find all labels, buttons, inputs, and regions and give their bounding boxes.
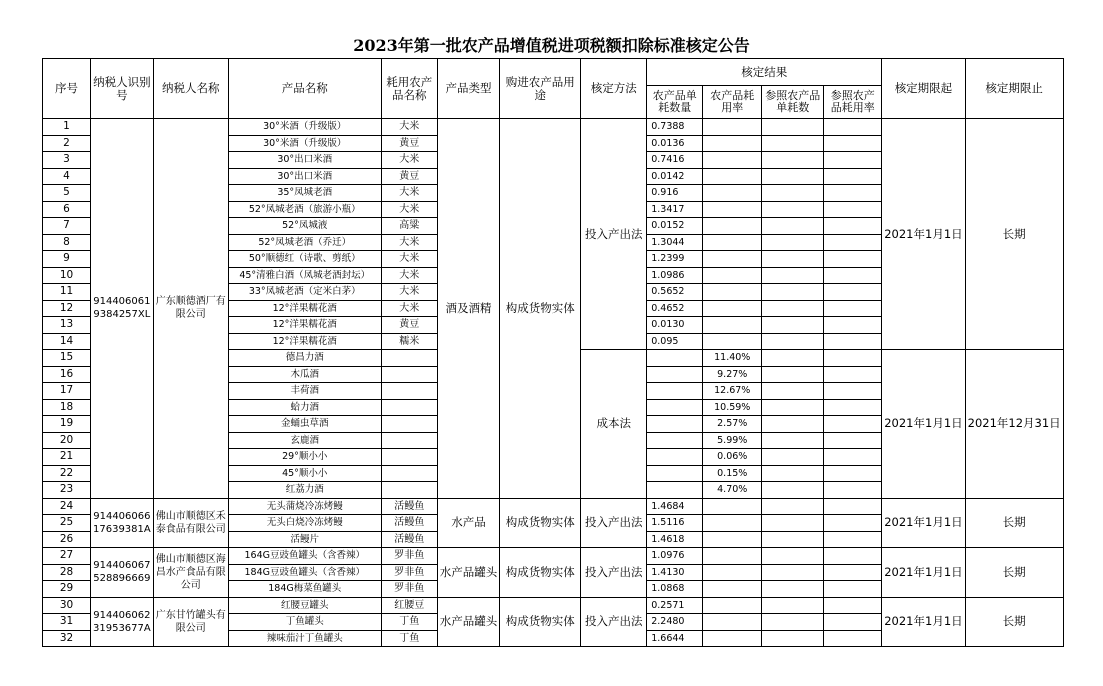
ref-usage-rate bbox=[824, 597, 882, 614]
header-end-date: 核定期限止 bbox=[965, 59, 1063, 119]
row-seq: 19 bbox=[43, 416, 91, 433]
usage-rate bbox=[703, 218, 762, 235]
raw-material: 丁鱼 bbox=[381, 614, 437, 631]
raw-material: 黄豆 bbox=[381, 135, 437, 152]
ref-usage-rate bbox=[824, 465, 882, 482]
raw-material: 丁鱼 bbox=[381, 630, 437, 647]
ref-unit-consumption bbox=[762, 515, 824, 532]
unit-consumption bbox=[647, 465, 703, 482]
ref-unit-consumption bbox=[762, 267, 824, 284]
unit-consumption: 1.0986 bbox=[647, 267, 703, 284]
ref-usage-rate bbox=[824, 218, 882, 235]
product-name: 蛤力酒 bbox=[228, 399, 381, 416]
purchase-purpose: 构成货物实体 bbox=[500, 548, 581, 598]
table-row bbox=[43, 597, 1064, 614]
unit-consumption bbox=[647, 350, 703, 367]
usage-rate bbox=[703, 201, 762, 218]
unit-consumption: 1.6644 bbox=[647, 630, 703, 647]
taxpayer-id: 914406062 31953677A bbox=[91, 597, 154, 647]
row-seq: 11 bbox=[43, 284, 91, 301]
ref-unit-consumption bbox=[762, 597, 824, 614]
usage-rate bbox=[703, 564, 762, 581]
raw-material: 大米 bbox=[381, 152, 437, 169]
raw-material: 活鳗鱼 bbox=[381, 498, 437, 515]
product-name: 52°凤城老酒（旅游小瓶） bbox=[228, 201, 381, 218]
method: 投入产出法 bbox=[581, 548, 647, 598]
row-seq: 32 bbox=[43, 630, 91, 647]
raw-material: 糯米 bbox=[381, 333, 437, 350]
raw-material: 大米 bbox=[381, 234, 437, 251]
row-seq: 9 bbox=[43, 251, 91, 268]
unit-consumption: 1.3417 bbox=[647, 201, 703, 218]
raw-material: 活鳗鱼 bbox=[381, 531, 437, 548]
product-name: 玄鹿酒 bbox=[228, 432, 381, 449]
product-name: 木瓜酒 bbox=[228, 366, 381, 383]
ref-usage-rate bbox=[824, 284, 882, 301]
taxpayer-name: 佛山市顺德区海昌水产食品有限公司 bbox=[153, 548, 228, 598]
row-seq: 18 bbox=[43, 399, 91, 416]
end-date: 长期 bbox=[965, 498, 1063, 548]
ref-usage-rate bbox=[824, 135, 882, 152]
raw-material bbox=[381, 350, 437, 367]
ref-usage-rate bbox=[824, 267, 882, 284]
product-name: 丰荷酒 bbox=[228, 383, 381, 400]
end-date: 长期 bbox=[965, 597, 1063, 647]
purchase-purpose: 构成货物实体 bbox=[500, 597, 581, 647]
raw-material: 大米 bbox=[381, 201, 437, 218]
unit-consumption: 1.4618 bbox=[647, 531, 703, 548]
ref-unit-consumption bbox=[762, 185, 824, 202]
ref-unit-consumption bbox=[762, 201, 824, 218]
unit-consumption: 0.0142 bbox=[647, 168, 703, 185]
ref-usage-rate bbox=[824, 152, 882, 169]
start-date: 2021年1月1日 bbox=[882, 350, 965, 499]
tax-deduction-table bbox=[42, 58, 1064, 647]
usage-rate bbox=[703, 531, 762, 548]
row-seq: 25 bbox=[43, 515, 91, 532]
row-seq: 29 bbox=[43, 581, 91, 598]
ref-usage-rate bbox=[824, 498, 882, 515]
unit-consumption: 0.916 bbox=[647, 185, 703, 202]
taxpayer-name: 广东甘竹罐头有限公司 bbox=[153, 597, 228, 647]
usage-rate bbox=[703, 284, 762, 301]
row-seq: 20 bbox=[43, 432, 91, 449]
end-date: 长期 bbox=[965, 548, 1063, 598]
ref-usage-rate bbox=[824, 185, 882, 202]
ref-unit-consumption bbox=[762, 168, 824, 185]
usage-rate bbox=[703, 548, 762, 565]
usage-rate: 0.15% bbox=[703, 465, 762, 482]
product-name: 12°洋果糯花酒 bbox=[228, 300, 381, 317]
unit-consumption: 1.4684 bbox=[647, 498, 703, 515]
purchase-purpose: 构成货物实体 bbox=[500, 119, 581, 499]
product-name: 德昌力酒 bbox=[228, 350, 381, 367]
unit-consumption bbox=[647, 399, 703, 416]
row-seq: 28 bbox=[43, 564, 91, 581]
ref-usage-rate bbox=[824, 581, 882, 598]
raw-material: 大米 bbox=[381, 267, 437, 284]
product-name: 29°顺小小 bbox=[228, 449, 381, 466]
raw-material: 高粱 bbox=[381, 218, 437, 235]
taxpayer-id: 914406066 17639381A bbox=[91, 498, 154, 548]
row-seq: 26 bbox=[43, 531, 91, 548]
product-name: 52°凤城老酒（乔迁） bbox=[228, 234, 381, 251]
ref-unit-consumption bbox=[762, 350, 824, 367]
product-name: 164G豆豉鱼罐头（含香辣） bbox=[228, 548, 381, 565]
ref-usage-rate bbox=[824, 333, 882, 350]
ref-unit-consumption bbox=[762, 432, 824, 449]
usage-rate bbox=[703, 267, 762, 284]
row-seq: 7 bbox=[43, 218, 91, 235]
row-seq: 6 bbox=[43, 201, 91, 218]
product-name: 12°洋果糯花酒 bbox=[228, 333, 381, 350]
usage-rate bbox=[703, 168, 762, 185]
raw-material: 罗非鱼 bbox=[381, 581, 437, 598]
row-seq: 3 bbox=[43, 152, 91, 169]
row-seq: 1 bbox=[43, 119, 91, 136]
product-name: 184G梅菜鱼罐头 bbox=[228, 581, 381, 598]
unit-consumption: 0.4652 bbox=[647, 300, 703, 317]
ref-usage-rate bbox=[824, 201, 882, 218]
raw-material: 罗非鱼 bbox=[381, 564, 437, 581]
ref-unit-consumption bbox=[762, 119, 824, 136]
header-seq: 序号 bbox=[43, 59, 91, 119]
raw-material bbox=[381, 383, 437, 400]
ref-unit-consumption bbox=[762, 630, 824, 647]
method: 投入产出法 bbox=[581, 498, 647, 548]
header-purpose: 购进农产品用途 bbox=[500, 59, 581, 119]
raw-material bbox=[381, 449, 437, 466]
header-unit-consumption: 农产品单耗数量 bbox=[647, 86, 703, 119]
header-method: 核定方法 bbox=[581, 59, 647, 119]
product-name: 活鳗片 bbox=[228, 531, 381, 548]
unit-consumption: 0.7388 bbox=[647, 119, 703, 136]
unit-consumption: 0.5652 bbox=[647, 284, 703, 301]
usage-rate bbox=[703, 597, 762, 614]
usage-rate: 9.27% bbox=[703, 366, 762, 383]
ref-unit-consumption bbox=[762, 284, 824, 301]
end-date: 2021年12月31日 bbox=[965, 350, 1063, 499]
header-product-type: 产品类型 bbox=[437, 59, 500, 119]
taxpayer-name: 广东顺德酒厂有限公司 bbox=[153, 119, 228, 499]
ref-unit-consumption bbox=[762, 317, 824, 334]
ref-unit-consumption bbox=[762, 449, 824, 466]
start-date: 2021年1月1日 bbox=[882, 498, 965, 548]
unit-consumption: 2.2480 bbox=[647, 614, 703, 631]
product-name: 30°米酒（升级版） bbox=[228, 119, 381, 136]
table-row bbox=[43, 548, 1064, 565]
usage-rate: 10.59% bbox=[703, 399, 762, 416]
usage-rate bbox=[703, 614, 762, 631]
row-seq: 24 bbox=[43, 498, 91, 515]
row-seq: 10 bbox=[43, 267, 91, 284]
product-name: 丁鱼罐头 bbox=[228, 614, 381, 631]
header-ref-usage-rate: 参照农产品耗用率 bbox=[824, 86, 882, 119]
product-name: 辣味茄汁丁鱼罐头 bbox=[228, 630, 381, 647]
unit-consumption: 1.4130 bbox=[647, 564, 703, 581]
raw-material: 红腰豆 bbox=[381, 597, 437, 614]
ref-usage-rate bbox=[824, 350, 882, 367]
taxpayer-id: 914406067 528896669 bbox=[91, 548, 154, 598]
row-seq: 5 bbox=[43, 185, 91, 202]
unit-consumption bbox=[647, 449, 703, 466]
ref-usage-rate bbox=[824, 317, 882, 334]
usage-rate bbox=[703, 135, 762, 152]
row-seq: 21 bbox=[43, 449, 91, 466]
unit-consumption: 0.0136 bbox=[647, 135, 703, 152]
ref-usage-rate bbox=[824, 168, 882, 185]
ref-usage-rate bbox=[824, 366, 882, 383]
row-seq: 2 bbox=[43, 135, 91, 152]
row-seq: 14 bbox=[43, 333, 91, 350]
product-name: 12°洋果糯花酒 bbox=[228, 317, 381, 334]
start-date: 2021年1月1日 bbox=[882, 597, 965, 647]
header-start-date: 核定期限起 bbox=[882, 59, 965, 119]
raw-material bbox=[381, 482, 437, 499]
row-seq: 31 bbox=[43, 614, 91, 631]
product-name: 30°出口米酒 bbox=[228, 152, 381, 169]
unit-consumption: 1.2399 bbox=[647, 251, 703, 268]
usage-rate bbox=[703, 300, 762, 317]
ref-usage-rate bbox=[824, 548, 882, 565]
unit-consumption: 0.0130 bbox=[647, 317, 703, 334]
product-type: 水产品罐头 bbox=[437, 548, 500, 598]
usage-rate bbox=[703, 498, 762, 515]
ref-usage-rate bbox=[824, 432, 882, 449]
raw-material: 罗非鱼 bbox=[381, 548, 437, 565]
ref-unit-consumption bbox=[762, 614, 824, 631]
ref-unit-consumption bbox=[762, 135, 824, 152]
raw-material: 活鳗鱼 bbox=[381, 515, 437, 532]
table-row bbox=[43, 498, 1064, 515]
ref-unit-consumption bbox=[762, 482, 824, 499]
row-seq: 23 bbox=[43, 482, 91, 499]
ref-usage-rate bbox=[824, 383, 882, 400]
ref-usage-rate bbox=[824, 449, 882, 466]
usage-rate bbox=[703, 317, 762, 334]
usage-rate: 5.99% bbox=[703, 432, 762, 449]
unit-consumption bbox=[647, 366, 703, 383]
product-name: 50°顺德红（诗歌、剪纸） bbox=[228, 251, 381, 268]
raw-material: 大米 bbox=[381, 300, 437, 317]
header-taxpayer-name: 纳税人名称 bbox=[153, 59, 228, 119]
ref-unit-consumption bbox=[762, 218, 824, 235]
product-name: 33°凤城老酒（定米白茅） bbox=[228, 284, 381, 301]
ref-unit-consumption bbox=[762, 581, 824, 598]
raw-material bbox=[381, 432, 437, 449]
ref-unit-consumption bbox=[762, 548, 824, 565]
ref-unit-consumption bbox=[762, 465, 824, 482]
usage-rate: 4.70% bbox=[703, 482, 762, 499]
ref-usage-rate bbox=[824, 300, 882, 317]
ref-usage-rate bbox=[824, 119, 882, 136]
unit-consumption bbox=[647, 432, 703, 449]
product-name: 45°顺小小 bbox=[228, 465, 381, 482]
row-seq: 27 bbox=[43, 548, 91, 565]
usage-rate bbox=[703, 234, 762, 251]
row-seq: 15 bbox=[43, 350, 91, 367]
product-name: 45°清雅白酒（凤城老酒封坛） bbox=[228, 267, 381, 284]
raw-material bbox=[381, 399, 437, 416]
row-seq: 16 bbox=[43, 366, 91, 383]
product-name: 无头蒲烧冷冻烤鳗 bbox=[228, 498, 381, 515]
usage-rate bbox=[703, 333, 762, 350]
usage-rate: 0.06% bbox=[703, 449, 762, 466]
product-type: 酒及酒精 bbox=[437, 119, 500, 499]
raw-material bbox=[381, 366, 437, 383]
raw-material: 黄豆 bbox=[381, 317, 437, 334]
product-name: 金蛹虫草酒 bbox=[228, 416, 381, 433]
row-seq: 12 bbox=[43, 300, 91, 317]
raw-material: 大米 bbox=[381, 119, 437, 136]
ref-usage-rate bbox=[824, 531, 882, 548]
unit-consumption: 1.0868 bbox=[647, 581, 703, 598]
unit-consumption bbox=[647, 383, 703, 400]
header-raw-material: 耗用农产品名称 bbox=[381, 59, 437, 119]
row-seq: 13 bbox=[43, 317, 91, 334]
method: 投入产出法 bbox=[581, 119, 647, 350]
usage-rate: 2.57% bbox=[703, 416, 762, 433]
ref-unit-consumption bbox=[762, 234, 824, 251]
usage-rate bbox=[703, 152, 762, 169]
raw-material: 大米 bbox=[381, 251, 437, 268]
unit-consumption: 1.5116 bbox=[647, 515, 703, 532]
row-seq: 30 bbox=[43, 597, 91, 614]
usage-rate bbox=[703, 251, 762, 268]
unit-consumption bbox=[647, 482, 703, 499]
header-ref-unit-consumption: 参照农产品单耗数 bbox=[762, 86, 824, 119]
raw-material: 大米 bbox=[381, 284, 437, 301]
raw-material bbox=[381, 416, 437, 433]
product-name: 184G豆豉鱼罐头（含香辣） bbox=[228, 564, 381, 581]
raw-material bbox=[381, 465, 437, 482]
product-name: 52°凤城液 bbox=[228, 218, 381, 235]
ref-usage-rate bbox=[824, 482, 882, 499]
ref-unit-consumption bbox=[762, 399, 824, 416]
ref-usage-rate bbox=[824, 564, 882, 581]
unit-consumption: 0.0152 bbox=[647, 218, 703, 235]
product-type: 水产品 bbox=[437, 498, 500, 548]
product-name: 30°米酒（升级版） bbox=[228, 135, 381, 152]
ref-unit-consumption bbox=[762, 498, 824, 515]
usage-rate bbox=[703, 185, 762, 202]
unit-consumption: 0.095 bbox=[647, 333, 703, 350]
start-date: 2021年1月1日 bbox=[882, 119, 965, 350]
row-seq: 8 bbox=[43, 234, 91, 251]
unit-consumption: 1.3044 bbox=[647, 234, 703, 251]
raw-material: 黄豆 bbox=[381, 168, 437, 185]
usage-rate: 12.67% bbox=[703, 383, 762, 400]
usage-rate bbox=[703, 119, 762, 136]
product-name: 红荔力酒 bbox=[228, 482, 381, 499]
page-title: 2023年第一批农产品增值税进项税额扣除标准核定公告 bbox=[353, 36, 750, 55]
ref-usage-rate bbox=[824, 416, 882, 433]
usage-rate bbox=[703, 630, 762, 647]
purchase-purpose: 构成货物实体 bbox=[500, 498, 581, 548]
ref-unit-consumption bbox=[762, 564, 824, 581]
product-name: 35°凤城老酒 bbox=[228, 185, 381, 202]
unit-consumption bbox=[647, 416, 703, 433]
ref-unit-consumption bbox=[762, 383, 824, 400]
row-seq: 17 bbox=[43, 383, 91, 400]
usage-rate bbox=[703, 515, 762, 532]
ref-usage-rate bbox=[824, 399, 882, 416]
raw-material: 大米 bbox=[381, 185, 437, 202]
product-name: 无头白烧冷冻烤鳗 bbox=[228, 515, 381, 532]
ref-usage-rate bbox=[824, 614, 882, 631]
header-result: 核定结果 bbox=[647, 59, 882, 86]
taxpayer-name: 佛山市顺德区禾泰食品有限公司 bbox=[153, 498, 228, 548]
usage-rate bbox=[703, 581, 762, 598]
usage-rate: 11.40% bbox=[703, 350, 762, 367]
ref-unit-consumption bbox=[762, 416, 824, 433]
product-name: 30°出口米酒 bbox=[228, 168, 381, 185]
ref-usage-rate bbox=[824, 251, 882, 268]
unit-consumption: 0.7416 bbox=[647, 152, 703, 169]
method: 成本法 bbox=[581, 350, 647, 499]
ref-unit-consumption bbox=[762, 251, 824, 268]
product-type: 水产品罐头 bbox=[437, 597, 500, 647]
start-date: 2021年1月1日 bbox=[882, 548, 965, 598]
header-taxpayer-id: 纳税人识别号 bbox=[91, 59, 154, 119]
taxpayer-id: 914406061 9384257XL bbox=[91, 119, 154, 499]
row-seq: 4 bbox=[43, 168, 91, 185]
ref-unit-consumption bbox=[762, 300, 824, 317]
header-product-name: 产品名称 bbox=[228, 59, 381, 119]
product-name: 红腰豆罐头 bbox=[228, 597, 381, 614]
ref-usage-rate bbox=[824, 630, 882, 647]
header-usage-rate: 农产品耗用率 bbox=[703, 86, 762, 119]
unit-consumption: 1.0976 bbox=[647, 548, 703, 565]
method: 投入产出法 bbox=[581, 597, 647, 647]
ref-unit-consumption bbox=[762, 531, 824, 548]
table-row bbox=[43, 119, 1064, 136]
row-seq: 22 bbox=[43, 465, 91, 482]
unit-consumption: 0.2571 bbox=[647, 597, 703, 614]
ref-unit-consumption bbox=[762, 152, 824, 169]
end-date: 长期 bbox=[965, 119, 1063, 350]
ref-unit-consumption bbox=[762, 333, 824, 350]
ref-usage-rate bbox=[824, 234, 882, 251]
ref-unit-consumption bbox=[762, 366, 824, 383]
ref-usage-rate bbox=[824, 515, 882, 532]
